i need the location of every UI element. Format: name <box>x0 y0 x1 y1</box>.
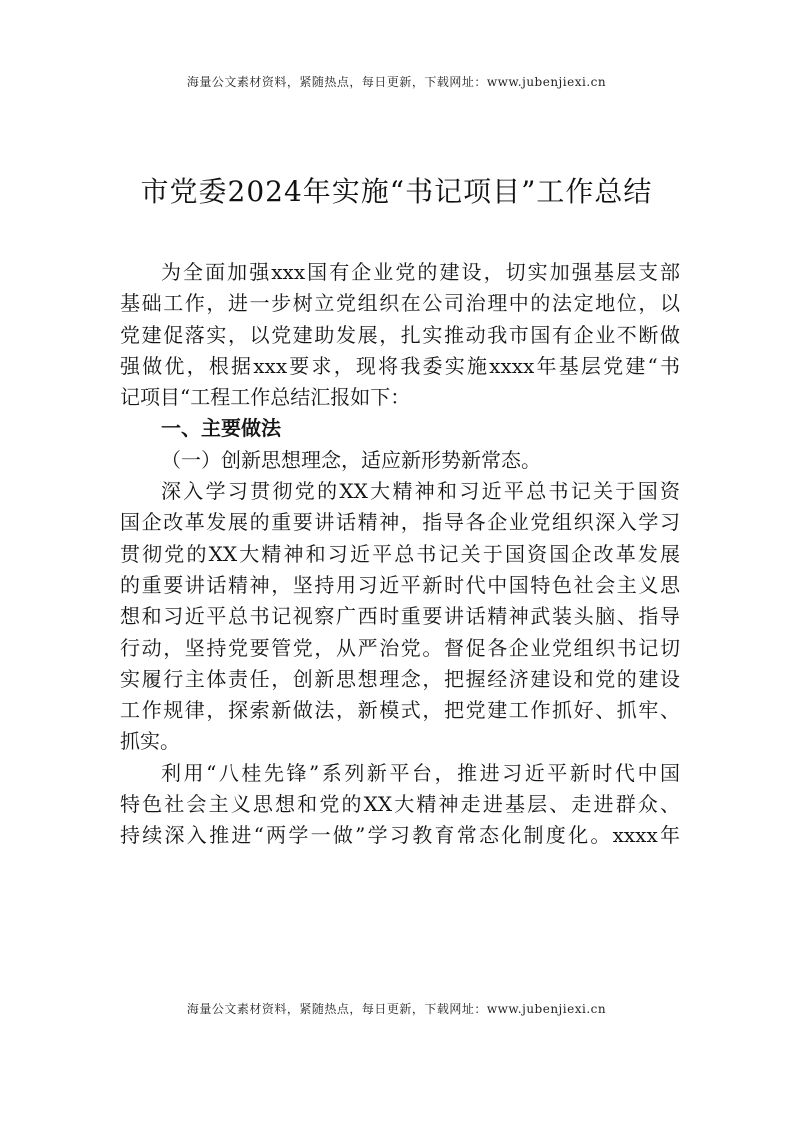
paragraph-line: 贯彻党的XX大精神和习近平总书记关于国资国企改革发展 <box>120 541 680 566</box>
paragraph-line: 持续深入推进“两学一做”学习教育常态化制度化。xxxx年 <box>120 823 680 848</box>
paragraph-line: 基础工作，进一步树立党组织在公司治理中的法定地位，以 <box>120 291 680 316</box>
paragraph-line: 的重要讲话精神，坚持用习近平新时代中国特色社会主义思 <box>120 572 680 597</box>
paragraph-line: 党建促落实，以党建助发展，扎实推动我市国有企业不断做 <box>120 322 680 347</box>
document-title: 市党委2024年实施“书记项目”工作总结 <box>140 175 653 208</box>
paragraph-line: 深入学习贯彻党的XX大精神和习近平总书记关于国资 <box>161 479 680 504</box>
paragraph-line: 记项目“工程工作总结汇报如下： <box>120 385 411 410</box>
paragraph-line: 特色社会主义思想和党的XX大精神走进基层、走进群众、 <box>120 792 680 817</box>
page-header: 海量公文素材资料，紧随热点，每日更新，下载网址：www.jubenjiexi.cn <box>186 75 607 89</box>
paragraph-line: 强做优，根据xxx要求，现将我委实施xxxx年基层党建“书 <box>120 353 680 378</box>
subsection-heading: （一）创新思想理念，适应新形势新常态。 <box>161 447 541 472</box>
paragraph-line: 国企改革发展的重要讲话精神，指导各企业党组织深入学习 <box>120 510 680 535</box>
paragraph-line: 实履行主体责任，创新思想理念，把握经济建设和党的建设 <box>120 666 680 691</box>
section-heading: 一、主要做法 <box>161 416 281 441</box>
page-footer: 海量公文素材资料，紧随热点，每日更新，下载网址：www.jubenjiexi.cn <box>186 1002 607 1016</box>
paragraph-line: 抓实。 <box>120 729 180 754</box>
document-body <box>120 257 680 852</box>
paragraph-line: 利用“八桂先锋”系列新平台，推进习近平新时代中国 <box>161 760 680 785</box>
paragraph-line: 行动，坚持党要管党，从严治党。督促各企业党组织书记切 <box>120 635 680 660</box>
paragraph-line: 想和习近平总书记视察广西时重要讲话精神武装头脑、指导 <box>120 604 680 629</box>
paragraph-line: 工作规律，探索新做法，新模式，把党建工作抓好、抓牢、 <box>120 698 680 723</box>
paragraph-line: 为全面加强xxx国有企业党的建设，切实加强基层支部 <box>161 260 680 284</box>
